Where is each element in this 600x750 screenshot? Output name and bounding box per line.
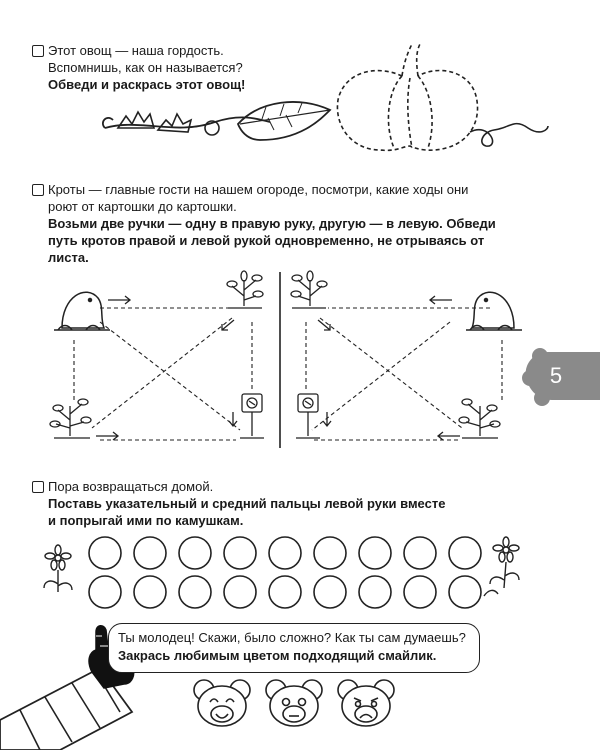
task-instruction: Возьми две ручки — одну в правую руку, другую — в левую. Обведи (48, 216, 496, 231)
smiley-happy[interactable] (194, 680, 250, 726)
task-text: Вспомнишь, как он называется? (48, 60, 243, 75)
task-text: Пора возвращаться домой. (48, 479, 214, 494)
smiley-neutral[interactable] (266, 680, 322, 726)
task-text: Этот овощ — наша гордость. (48, 43, 224, 58)
task-text: роют от картошки до картошки. (48, 199, 237, 214)
page-number: 5 (549, 363, 563, 388)
bubble-instruction: Закрась любимым цветом подходящий смайлик. (118, 648, 437, 663)
task-instruction: путь кротов правой и левой рукой одновременно, не отрываясь от (48, 233, 485, 248)
task-instruction: Поставь указательный и средний пальцы левой руки вместе (48, 496, 446, 511)
task-instruction: Обведи и раскрась этот овощ! (48, 77, 246, 92)
bubble-question: Ты молодец! Скажи, было сложно? Как ты сам думаешь? (118, 630, 466, 645)
task-instruction: и попрыгай ими по камушкам. (48, 513, 244, 528)
task-instruction: листа. (48, 250, 89, 265)
task-text: Кроты — главные гости на нашем огороде, посмотри, какие ходы они (48, 182, 469, 197)
smiley-sad[interactable] (338, 680, 394, 726)
